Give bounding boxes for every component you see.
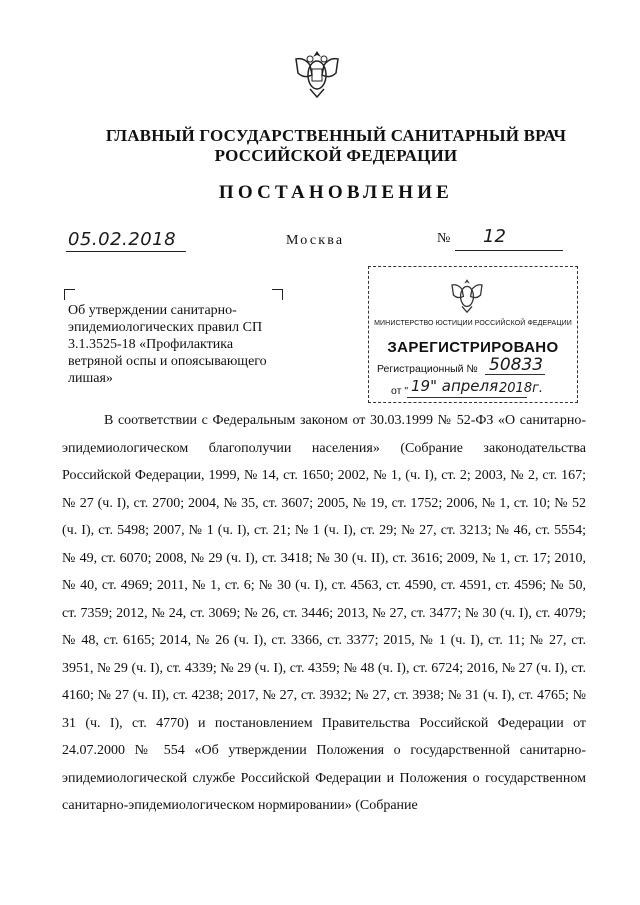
document-type: ПОСТАНОВЛЕНИЕ — [218, 182, 454, 203]
document-subject: Об утверждении санитарно-эпидемиологических правил СП 3.1.3525-18 «Профилактика ветряной оспы и опоясывающего лишая» — [68, 303, 267, 386]
document-date: 05.02.2018 — [68, 229, 177, 250]
stamp-date: 19" апреля — [411, 377, 499, 395]
registration-stamp — [368, 266, 578, 403]
authority-line-1: ГЛАВНЫЙ ГОСУДАРСТВЕННЫЙ САНИТАРНЫЙ ВРАЧ — [105, 126, 567, 145]
subject-bracket-right — [272, 289, 283, 300]
coat-of-arms-icon — [290, 45, 344, 101]
date-field — [66, 229, 186, 252]
stamp-status: ЗАРЕГИСТРИРОВАНО — [387, 339, 559, 356]
number-label: № — [437, 231, 451, 246]
issuing-authority — [0, 126, 640, 166]
stamp-reg-number: 50833 — [489, 355, 544, 375]
number-field — [455, 228, 563, 251]
authority-line-2: РОССИЙСКОЙ ФЕДЕРАЦИИ — [214, 146, 458, 165]
stamp-date-prefix: от " — [391, 385, 409, 397]
subject-bracket-left — [64, 289, 75, 300]
stamp-date-underline — [407, 397, 527, 398]
stamp-coat-of-arms-icon — [447, 275, 487, 315]
stamp-ministry: МИНИСТЕРСТВО ЮСТИЦИИ РОССИЙСКОЙ ФЕДЕРАЦИИ — [374, 320, 572, 327]
stamp-reg-label: Регистрационный № — [377, 363, 478, 375]
document-number: 12 — [483, 226, 506, 247]
stamp-date-year: 2018г. — [499, 381, 544, 396]
document-body: В соответствии с Федеральным законом от 30.03.1999 № 52-ФЗ «О санитарно-эпидемиологическом благополучии населения» (Собрание законодательства Российской Федерации, 1999, № 14, ст. 1650; 2002, № 1, (ч. I), ст. 2; 2003, № 2, ст. 167; № 27 (ч. I), ст. 2700; 2004, № 35, ст. 3607; 2005, № 19, ст. 1752; 2006, № 1, ст. 10; № 52 (ч. I), ст. 5498; 2007, № 1 (ч. I), ст. 21; № 1 (ч. I), ст. 29; № 27, ст. 3213; № 46, ст. 5554; № 49, ст. 6070; 2008, № 29 (ч. I), ст. 3418; № 30 (ч. II), ст. 3616; 2009, № 1, ст. 17; 2010, № 40, ст. 4969; 2011, № 1, ст. 6; № 30 (ч. I), ст. 4563, ст. 4590, ст. 4591, ст. 4596; № 50, ст. 7359; 2012, № 24, ст. 3069; № 26, ст. 3446; 2013, № 27, ст. 3477; № 30 (ч. I), ст. 4079; № 48, ст. 6165; 2014, № 26 (ч. I), ст. 3366, ст. 3377; 2015, № 1 (ч. I), ст. 11; № 27, ст. 3951, № 29 (ч. I), ст. 4339; № 29 (ч. I), ст. 4359; № 48 (ч. I), ст. 6724; 2016, № 27 (ч. I), ст. 4160; № 27 (ч. II), ст. 4238; 2017, № 27, ст. 3932; № 27, ст. 3938; № 31 (ч. I), ст. 4765; № 31 (ч. I), ст. 4770) и постановлением Правительства Российской Федерации от 24.07.2000 № 554 «Об утверждении Положения о государственной санитарно-эпидемиологической службе Российской Федерации и Положения о государственном санитарно-эпидемиологическом нормировании» (Собрание — [62, 413, 586, 813]
city: Москва — [286, 233, 345, 248]
